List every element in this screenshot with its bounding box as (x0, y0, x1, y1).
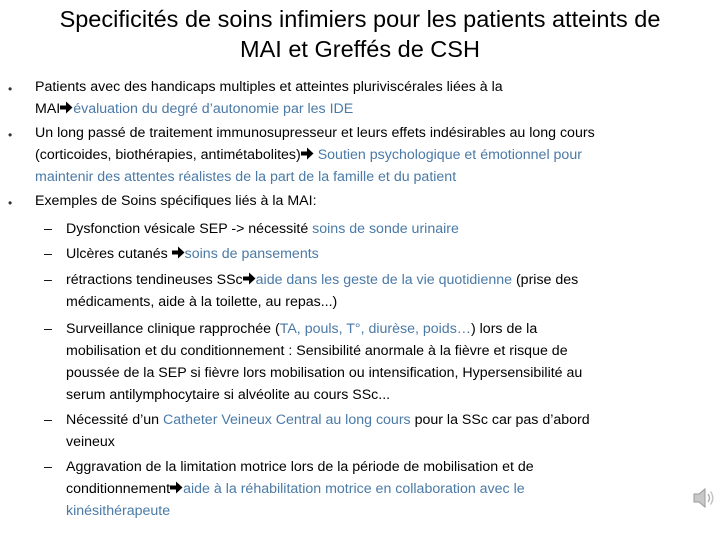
subitem-4-line-3 (66, 362, 582, 384)
subitem-text: pour la SSc car pas d’abord (410, 412, 590, 428)
bullet-2-highlight: maintenir des attentes réalistes de la part de la famille et du patient (35, 169, 457, 185)
bullet-2-line-3 (35, 166, 456, 188)
subitem-text: conditionnement (66, 481, 171, 497)
dash-marker: – (44, 459, 52, 475)
subitem-text: Dysfonction vésicale SEP -> nécessité (66, 221, 313, 237)
speaker-icon[interactable] (691, 485, 717, 511)
dash-marker: – (44, 321, 52, 337)
bullet-2-line-2 (35, 144, 582, 166)
dash-marker: – (44, 246, 52, 262)
dash-marker: – (44, 412, 52, 428)
subitem-text: ) lors de la (470, 321, 538, 337)
right-arrow-icon (172, 246, 185, 259)
right-arrow-icon (301, 147, 314, 160)
bullet-marker: • (8, 196, 13, 210)
subitem-5-line-1 (66, 409, 590, 431)
subitem-text: mobilisation et du conditionnement : Sensibilité anormale à la fièvre et risque de (66, 343, 568, 359)
subitem-highlight: Catheter Veineux Central au long cours (163, 412, 411, 428)
subitem-highlight: aide à la réhabilitation motrice en collaboration avec le (183, 481, 525, 497)
right-arrow-icon (60, 101, 73, 114)
bullet-1-line-2 (35, 98, 353, 120)
bullet-2-text: (corticoides, biothérapies, antimétabolites) (35, 147, 301, 163)
subitem-4-line-1 (66, 318, 537, 340)
subitem-5-line-2 (66, 431, 115, 453)
right-arrow-icon (243, 272, 256, 285)
bullet-2-text: Un long passé de traitement immunosupresseur et leurs effets indésirables au long cours (35, 125, 595, 141)
right-arrow-icon (170, 481, 183, 494)
dash-marker: – (44, 272, 52, 288)
bullet-marker: • (8, 128, 13, 142)
subitem-text: Nécessité d’un (66, 412, 163, 428)
subitem-text: poussée de la SEP si fièvre lors mobilisation ou intensification, Hypersensibilité au (66, 365, 583, 381)
dash-marker: – (44, 221, 52, 237)
subitem-text: Surveillance clinique rapprochée ( (66, 321, 280, 337)
subitem-text: serum antilymphocytaire si alvéolite au cours SSc... (66, 387, 391, 403)
title-line-1: Specificités de soins infimiers pour les patients atteints de (59, 6, 661, 32)
subitem-text: Aggravation de la limitation motrice lors de la période de mobilisation et de (66, 459, 534, 475)
subitem-highlight: kinésithérapeute (66, 503, 171, 519)
subitem-highlight: aide dans les geste de la vie quotidienne (255, 272, 513, 288)
subitem-text: (prise des (512, 272, 579, 288)
subitem-highlight: soins de pansements (184, 246, 319, 262)
subitem-2 (66, 243, 319, 265)
bullet-3-text: Exemples de Soins spécifiques liés à la MAI: (35, 193, 317, 209)
slide-title (0, 4, 720, 64)
bullet-2-line-1 (35, 122, 595, 144)
bullet-2-highlight: Soutien psychologique et émotionnel pour (313, 147, 582, 163)
subitem-4-line-2 (66, 340, 568, 362)
bullet-1-line-1 (35, 76, 503, 98)
subitem-3-line-1 (66, 269, 578, 291)
subitem-4-line-4 (66, 384, 390, 406)
subitem-6-line-1 (66, 456, 534, 478)
bullet-marker: • (8, 82, 13, 96)
subitem-1 (66, 218, 459, 240)
subitem-text: veineux (66, 434, 115, 450)
bullet-1-highlight: évaluation du degré d’autonomie par les IDE (73, 101, 354, 117)
bullet-3-line-1 (35, 190, 317, 212)
subitem-3-line-2 (66, 291, 337, 313)
subitem-text: Ulcères cutanés (66, 246, 172, 262)
subitem-6-line-3 (66, 500, 170, 522)
title-line-2: MAI et Greffés de CSH (240, 36, 480, 62)
subitem-6-line-2 (66, 478, 525, 500)
subitem-highlight: TA, pouls, T°, diurèse, poids… (279, 321, 471, 337)
subitem-highlight: soins de sonde urinaire (312, 221, 459, 237)
bullet-1-text: MAI (35, 101, 61, 117)
subitem-text: rétractions tendineuses SSc (66, 272, 243, 288)
subitem-text: médicaments, aide à la toilette, au repas...) (66, 294, 338, 310)
bullet-1-text: Patients avec des handicaps multiples et atteintes pluriviscérales liées à la (35, 79, 503, 95)
